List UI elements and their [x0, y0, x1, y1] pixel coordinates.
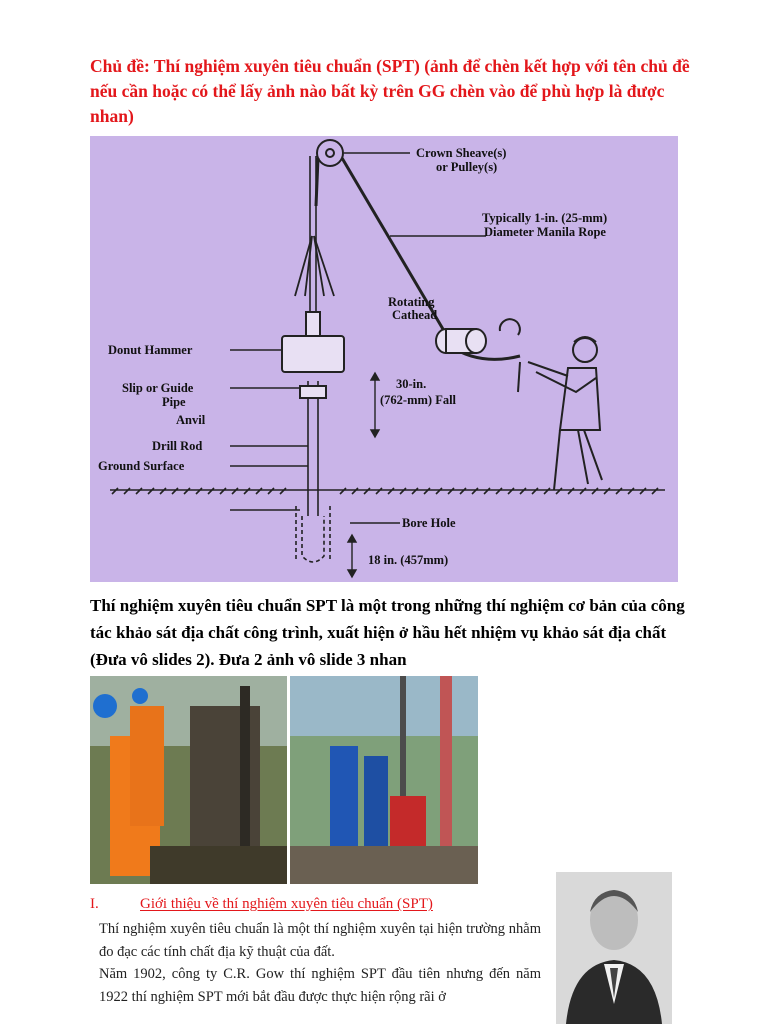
- section-body: [99, 918, 541, 1008]
- label-rope-size: Typically 1-in. (25-mm): [482, 211, 608, 225]
- ground-surface-line: [110, 488, 665, 494]
- crown-sheave: [317, 140, 343, 166]
- operator-figure: [518, 337, 602, 490]
- section-paragraph-1: Thí nghiệm xuyên tiêu chuẩn là một thí nghiệm xuyên tại hiện trường nhằm đo đạc các tính chất địa kỹ thuật của đất.: [99, 921, 541, 960]
- label-slip-guide: Slip or Guide: [122, 381, 194, 395]
- label-fall-in: 30-in.: [396, 377, 427, 391]
- label-donut-hammer: Donut Hammer: [108, 343, 193, 357]
- spt-apparatus-diagram: [90, 136, 678, 582]
- label-bore-hole: Bore Hole: [402, 516, 456, 530]
- section-heading: Giới thiệu về thí nghiệm xuyên tiêu chuẩn (SPT): [140, 896, 433, 912]
- fall-dimension: [371, 373, 379, 437]
- label-rope-type: Diameter Manila Rope: [484, 225, 606, 239]
- label-penetration: 18 in. (457mm): [368, 553, 449, 567]
- topic-title: Chủ đề: Thí nghiệm xuyên tiêu chuẩn (SPT) (ảnh để chèn kết hợp với tên chủ đề nếu cần hoặc có thể lấy ảnh nào bất kỳ trên GG chèn vào để phù hợp là được nhan): [90, 56, 690, 126]
- label-pulley: or Pulley(s): [436, 160, 498, 174]
- label-ground-surface: Ground Surface: [98, 459, 185, 473]
- label-cathead: Cathead: [392, 308, 438, 322]
- intro-paragraph: Thí nghiệm xuyên tiêu chuẩn SPT là một trong những thí nghiệm cơ bản của công tác khảo sát địa chất công trình, xuất hiện ở hầu hết nhiệm vụ khảo sát địa chất (Đưa vô slides 2). Đưa 2 ảnh vô slide 3 nhan: [90, 596, 685, 669]
- donut-hammer: [282, 312, 344, 398]
- manila-rope: [316, 158, 520, 359]
- label-pipe: Pipe: [162, 395, 186, 409]
- label-anvil: Anvil: [176, 413, 206, 427]
- hammer-suspension: [295, 236, 334, 296]
- field-workers-photo-1: [90, 676, 287, 884]
- section-paragraph-2: Năm 1902, công ty C.R. Gow thí nghiệm SPT đầu tiên nhưng đến năm 1922 thí nghiệm SPT mới bắt đầu được thực hiện rộng rãi ở: [99, 966, 541, 1005]
- label-fall-mm: (762-mm) Fall: [380, 393, 457, 407]
- section-number: I.: [90, 896, 99, 912]
- portrait-photo: [556, 872, 672, 1024]
- label-crown-sheave: Crown Sheave(s): [416, 146, 507, 160]
- label-rotating: Rotating: [388, 295, 435, 309]
- label-drill-rod: Drill Rod: [152, 439, 203, 453]
- penetration-dimension: [348, 535, 356, 577]
- bore-hole: [296, 506, 330, 562]
- drill-rig-photo-2: [290, 676, 478, 884]
- rotating-cathead: [436, 319, 520, 353]
